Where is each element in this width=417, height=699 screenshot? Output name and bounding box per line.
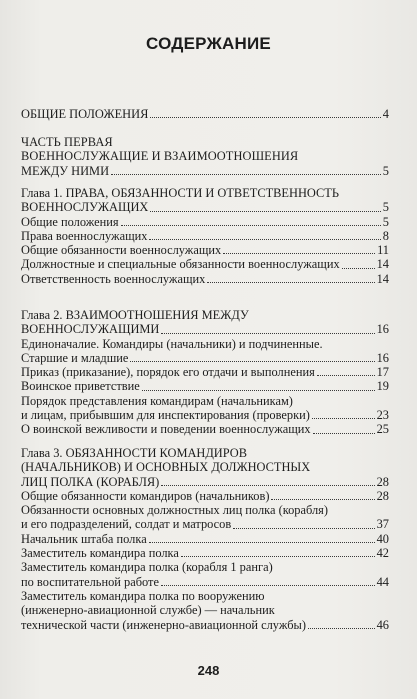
toc-item <box>21 546 389 560</box>
toc-item <box>21 422 389 436</box>
leader-dots <box>233 520 374 529</box>
toc-item-line: технической части (инженерно-авиационной службы) <box>21 617 306 632</box>
toc-item-line: (инженерно-авиационной службе) — начальник <box>21 603 275 618</box>
toc-page-number: 4 <box>382 107 389 121</box>
toc-item-label: Общие обязанности военнослужащих <box>21 243 222 258</box>
toc-item-label: Общие положения <box>21 214 119 229</box>
toc-item <box>21 272 389 286</box>
toc-page-number: 5 <box>382 214 389 229</box>
chapter-heading-line: Глава 2. ВЗАИМООТНОШЕНИЯ МЕЖДУ <box>21 308 249 322</box>
toc-item <box>21 365 389 379</box>
leader-dots <box>161 325 374 334</box>
leader-dots <box>161 477 374 486</box>
leader-dots <box>313 425 375 434</box>
part-heading-line: ЧАСТЬ ПЕРВАЯ <box>21 135 113 149</box>
chapter-heading-line: ВОЕННОСЛУЖАЩИМИ <box>21 322 160 337</box>
toc-page-number: 14 <box>376 257 389 272</box>
chapter-heading-line: Глава 1. ПРАВА, ОБЯЗАННОСТИ И ОТВЕТСТВЕННОСТЬ <box>21 186 339 200</box>
leader-dots <box>150 109 380 118</box>
toc-page-number: 40 <box>376 531 389 546</box>
toc-item <box>21 489 389 503</box>
toc-item <box>21 337 389 366</box>
toc-item-line: и лицам, прибывшим для инспектирования (проверки) <box>21 408 310 423</box>
leader-dots <box>317 367 375 376</box>
toc-item-line: Приказ (приказание), порядок его отдачи и выполнения <box>21 365 315 380</box>
leader-dots <box>271 491 374 500</box>
chapter-heading-line: Глава 3. ОБЯЗАННОСТИ КОМАНДИРОВ <box>21 446 248 460</box>
leader-dots <box>121 217 381 226</box>
leader-dots <box>142 382 375 391</box>
toc-page-number: 37 <box>376 517 389 532</box>
toc-chapter-2 <box>21 308 389 437</box>
toc-item-line: Заместитель командира полка (корабля 1 ранга) <box>21 560 273 575</box>
leader-dots <box>308 620 375 629</box>
toc-item-label: Ответственность военнослужащих <box>21 271 206 286</box>
toc-item <box>21 560 389 589</box>
toc-page-number: 44 <box>376 574 389 589</box>
toc-page-number: 16 <box>376 350 389 365</box>
toc-page-number: 19 <box>376 379 389 394</box>
toc-item-line: Заместитель командира полка по вооружению <box>21 588 265 603</box>
toc-chapter-1 <box>21 186 389 286</box>
toc-item <box>21 589 389 632</box>
toc-item-line: Обязанности основных должностных лиц полка (корабля) <box>21 503 328 518</box>
leader-dots <box>223 245 375 254</box>
toc-item-line: Начальник штаба полка <box>21 531 147 546</box>
toc-item <box>21 503 389 532</box>
toc-page-number: 23 <box>376 408 389 423</box>
part-heading-line: ВОЕННОСЛУЖАЩИЕ И ВЗАИМООТНОШЕНИЯ <box>21 149 299 164</box>
toc-item-line: и его подразделений, солдат и матросов <box>21 517 232 532</box>
toc-page-number: 46 <box>376 617 389 632</box>
chapter-heading-line: (НАЧАЛЬНИКОВ) И ОСНОВНЫХ ДОЛЖНОСТНЫХ <box>21 460 311 475</box>
leader-dots <box>111 166 381 175</box>
toc-page-number: 25 <box>376 422 389 437</box>
page-title: СОДЕРЖАНИЕ <box>146 34 271 53</box>
page-number: 248 <box>197 663 220 678</box>
toc-part-one <box>21 135 389 178</box>
toc-page-number: 28 <box>376 474 389 489</box>
toc-item-line: О воинской вежливости и поведении военнослужащих <box>21 422 311 437</box>
leader-dots <box>130 353 374 362</box>
toc-item-line: Заместитель командира полка <box>21 546 179 561</box>
leader-dots <box>181 548 375 557</box>
toc-page-number: 11 <box>377 243 389 258</box>
chapter-heading-line: ЛИЦ ПОЛКА (КОРАБЛЯ) <box>21 474 160 489</box>
toc-item <box>21 394 389 423</box>
toc-item <box>21 243 389 257</box>
toc-page-number: 5 <box>382 200 389 215</box>
toc-item <box>21 379 389 393</box>
leader-dots <box>150 203 380 212</box>
toc-page-number: 14 <box>376 271 389 286</box>
toc-item-label: Права военнослужащих <box>21 228 148 243</box>
toc-page-number: 17 <box>376 365 389 380</box>
chapter-heading-line: ВОЕННОСЛУЖАЩИХ <box>21 200 149 215</box>
leader-dots <box>161 577 375 586</box>
leader-dots <box>149 231 380 240</box>
toc-entry-label: ОБЩИЕ ПОЛОЖЕНИЯ <box>21 107 149 121</box>
toc-item-line: Общие обязанности командиров (начальников) <box>21 488 270 503</box>
toc-item-line: по воспитательной работе <box>21 574 159 589</box>
toc-item <box>21 229 389 243</box>
toc-item <box>21 532 389 546</box>
toc-item <box>21 257 389 271</box>
leader-dots <box>207 274 374 283</box>
leader-dots <box>342 260 375 269</box>
toc-page-number: 28 <box>376 488 389 503</box>
toc-item <box>21 215 389 229</box>
toc-page-number: 8 <box>382 228 389 243</box>
toc-item-line: Старшие и младшие <box>21 350 129 365</box>
toc-page-number: 16 <box>376 322 389 337</box>
part-heading-line: МЕЖДУ НИМИ <box>21 163 110 178</box>
toc-page-number: 5 <box>382 163 389 178</box>
leader-dots <box>312 410 375 419</box>
toc-item-line: Воинское приветствие <box>21 379 140 394</box>
leader-dots <box>149 534 375 543</box>
toc-chapter-3 <box>21 446 389 632</box>
toc-item-line: Единоначалие. Командиры (начальники) и подчиненные. <box>21 336 323 351</box>
toc-item-label: Должностные и специальные обязанности военнослужащих <box>21 257 340 272</box>
toc-general <box>21 107 389 121</box>
toc-page-number: 42 <box>376 546 389 561</box>
toc-item-line: Порядок представления командирам (начальникам) <box>21 393 293 408</box>
